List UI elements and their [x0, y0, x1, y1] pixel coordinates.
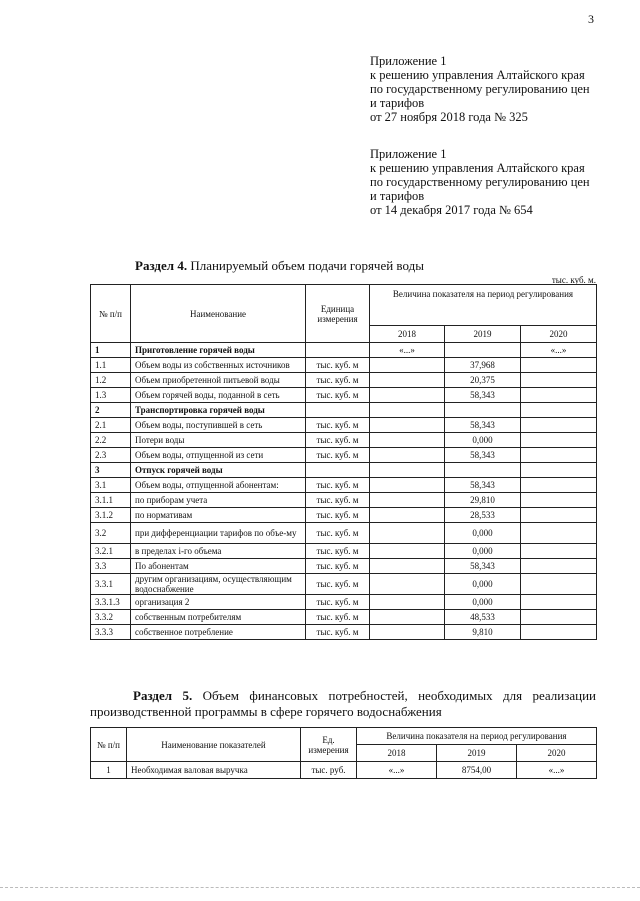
row-name: по приборам учета — [131, 493, 306, 508]
row-number: 1 — [91, 343, 131, 358]
row-value-2018 — [370, 595, 445, 610]
header-year: 2020 — [521, 326, 597, 343]
row-value-2020 — [521, 544, 597, 559]
header-num: № п/п — [91, 285, 131, 343]
row-unit: тыс. куб. м — [306, 478, 370, 493]
appendix-line: Приложение 1 — [370, 147, 447, 161]
table-row — [91, 403, 597, 418]
section-5-label: Раздел 5. — [133, 688, 193, 703]
row-value-2020 — [521, 373, 597, 388]
row-value-2018 — [370, 373, 445, 388]
row-unit: тыс. куб. м — [306, 373, 370, 388]
row-name: Транспортировка горячей воды — [131, 403, 306, 418]
row-value-2019: 9,810 — [445, 625, 521, 640]
row-number: 2.3 — [91, 448, 131, 463]
row-value-2020: «...» — [521, 343, 597, 358]
row-value-2020 — [521, 403, 597, 418]
row-value-2020 — [521, 625, 597, 640]
row-value-2020 — [521, 523, 597, 544]
row-value-2019: 58,343 — [445, 448, 521, 463]
row-value-2020 — [521, 478, 597, 493]
appendix-line: Приложение 1 — [370, 54, 447, 68]
row-number: 1 — [91, 762, 127, 779]
row-unit — [306, 403, 370, 418]
row-unit: тыс. куб. м — [306, 388, 370, 403]
row-name: собственное потребление — [131, 625, 306, 640]
row-value-2020 — [521, 388, 597, 403]
table-row — [91, 463, 597, 478]
appendix-line: по государственному регулированию цен — [370, 175, 590, 189]
table-row — [91, 433, 597, 448]
header-year: 2018 — [357, 745, 437, 762]
row-unit: тыс. куб. м — [306, 595, 370, 610]
row-name: Объем приобретенной питьевой воды — [131, 373, 306, 388]
row-number: 2.2 — [91, 433, 131, 448]
row-name: Объем горячей воды, поданной в сеть — [131, 388, 306, 403]
table-row — [91, 544, 597, 559]
section-4-label: Раздел 4. — [135, 258, 188, 273]
header-num: № п/п — [91, 728, 127, 762]
header-year: 2019 — [437, 745, 517, 762]
header-name: Наименование — [131, 285, 306, 343]
row-number: 3 — [91, 463, 131, 478]
header-period: Величина показателя на период регулирования — [370, 285, 597, 326]
row-value-2018 — [370, 508, 445, 523]
row-value-2018 — [370, 625, 445, 640]
row-value-2018 — [370, 463, 445, 478]
row-name: другим организациям, осуществляющим водоснабжение — [131, 574, 306, 595]
row-number: 3.3.3 — [91, 625, 131, 640]
row-name: организация 2 — [131, 595, 306, 610]
header-unit: Единица измерения — [306, 285, 370, 343]
row-value-2020 — [521, 418, 597, 433]
section-5-table — [90, 727, 597, 779]
row-unit: тыс. куб. м — [306, 523, 370, 544]
row-value-2019: 20,375 — [445, 373, 521, 388]
appendix-line: от 27 ноября 2018 года № 325 — [370, 110, 528, 124]
row-value-2019: 58,343 — [445, 388, 521, 403]
row-name: по нормативам — [131, 508, 306, 523]
row-value-2018 — [370, 523, 445, 544]
appendix-block-original — [370, 147, 630, 217]
row-unit: тыс. куб. м — [306, 493, 370, 508]
table-row — [91, 343, 597, 358]
row-unit: тыс. куб. м — [306, 574, 370, 595]
row-number: 2 — [91, 403, 131, 418]
row-value-2018 — [370, 358, 445, 373]
page-bottom-divider — [0, 887, 640, 888]
row-unit: тыс. куб. м — [306, 508, 370, 523]
appendix-line: и тарифов — [370, 189, 425, 203]
row-unit: тыс. руб. — [301, 762, 357, 779]
row-number: 3.3.1 — [91, 574, 131, 595]
section-5-table-body — [91, 762, 597, 779]
table-row — [91, 595, 597, 610]
row-value-2019 — [445, 463, 521, 478]
row-value-2020 — [521, 595, 597, 610]
row-value-2020 — [521, 463, 597, 478]
row-name: Приготовление горячей воды — [131, 343, 306, 358]
table-row — [91, 508, 597, 523]
row-unit: тыс. куб. м — [306, 559, 370, 574]
header-name: Наименование показателей — [127, 728, 301, 762]
row-value-2020 — [521, 358, 597, 373]
appendix-line: от 14 декабря 2017 года № 654 — [370, 203, 533, 217]
row-number: 3.3.1.3 — [91, 595, 131, 610]
appendix-block-current — [370, 54, 630, 124]
row-value-2020 — [521, 493, 597, 508]
row-value-2018 — [370, 610, 445, 625]
table-row — [91, 559, 597, 574]
units-note: тыс. куб. м. — [551, 275, 596, 285]
appendix-line: к решению управления Алтайского края — [370, 68, 585, 82]
section-5-title — [90, 688, 596, 720]
table-row — [91, 478, 597, 493]
row-unit: тыс. куб. м — [306, 433, 370, 448]
row-name: при дифференциации тарифов по объе-му — [131, 523, 306, 544]
row-value-2019: 28,533 — [445, 508, 521, 523]
row-value-2019: 48,533 — [445, 610, 521, 625]
row-value-2019: 0,000 — [445, 523, 521, 544]
row-value-2019: 0,000 — [445, 433, 521, 448]
row-number: 3.1 — [91, 478, 131, 493]
row-value-2020 — [521, 508, 597, 523]
appendix-line: и тарифов — [370, 96, 425, 110]
row-name: собственным потребителям — [131, 610, 306, 625]
row-value-2018 — [370, 559, 445, 574]
appendix-line: к решению управления Алтайского края — [370, 161, 585, 175]
row-unit: тыс. куб. м — [306, 418, 370, 433]
table-row — [91, 373, 597, 388]
row-value-2020: «...» — [517, 762, 597, 779]
row-name: Объем воды, отпущенной абонентам: — [131, 478, 306, 493]
row-value-2018 — [370, 478, 445, 493]
row-value-2020 — [521, 610, 597, 625]
row-value-2019: 0,000 — [445, 544, 521, 559]
row-value-2018 — [370, 544, 445, 559]
section-4-heading: Планируемый объем подачи горячей воды — [187, 258, 424, 273]
header-year: 2020 — [517, 745, 597, 762]
header-unit: Ед. измерения — [301, 728, 357, 762]
section-4-table-body — [91, 343, 597, 640]
row-number: 1.2 — [91, 373, 131, 388]
row-value-2018 — [370, 418, 445, 433]
row-number: 3.3 — [91, 559, 131, 574]
row-unit: тыс. куб. м — [306, 544, 370, 559]
table-row — [91, 448, 597, 463]
header-year: 2018 — [370, 326, 445, 343]
section-5-heading: Объем финансовых потребностей, необходимых для реализации производственной программы в сфере горячего водоснабжения — [90, 688, 596, 719]
row-value-2019: 29,810 — [445, 493, 521, 508]
row-value-2019: 58,343 — [445, 418, 521, 433]
row-value-2018 — [370, 388, 445, 403]
row-number: 3.2.1 — [91, 544, 131, 559]
row-number: 1.3 — [91, 388, 131, 403]
row-unit: тыс. куб. м — [306, 610, 370, 625]
row-unit: тыс. куб. м — [306, 448, 370, 463]
row-name: Объем воды, поступившей в сеть — [131, 418, 306, 433]
row-value-2019: 0,000 — [445, 574, 521, 595]
table-row — [91, 762, 597, 779]
row-value-2020 — [521, 559, 597, 574]
row-name: Отпуск горячей воды — [131, 463, 306, 478]
row-name: в пределах i-го объема — [131, 544, 306, 559]
row-name: Потери воды — [131, 433, 306, 448]
row-number: 2.1 — [91, 418, 131, 433]
row-value-2019: 8754,00 — [437, 762, 517, 779]
row-value-2019: 0,000 — [445, 595, 521, 610]
header-period: Величина показателя на период регулирования — [357, 728, 597, 745]
row-name: Объем воды, отпущенной из сети — [131, 448, 306, 463]
table-row — [91, 523, 597, 544]
row-value-2018 — [370, 433, 445, 448]
row-unit: тыс. куб. м — [306, 358, 370, 373]
row-value-2018 — [370, 574, 445, 595]
row-unit: тыс. куб. м — [306, 625, 370, 640]
row-value-2019: 58,343 — [445, 559, 521, 574]
row-value-2018 — [370, 448, 445, 463]
row-number: 1.1 — [91, 358, 131, 373]
appendix-line: по государственному регулированию цен — [370, 82, 590, 96]
row-value-2018 — [370, 493, 445, 508]
section-4-table — [90, 284, 597, 640]
row-value-2019: 37,968 — [445, 358, 521, 373]
table-row — [91, 610, 597, 625]
row-value-2020 — [521, 574, 597, 595]
table-row — [91, 493, 597, 508]
row-value-2020 — [521, 433, 597, 448]
row-value-2018: «...» — [357, 762, 437, 779]
row-unit — [306, 343, 370, 358]
table-row — [91, 388, 597, 403]
row-number: 3.3.2 — [91, 610, 131, 625]
row-value-2020 — [521, 448, 597, 463]
section-4-title — [135, 258, 424, 274]
row-number: 3.1.1 — [91, 493, 131, 508]
row-value-2019 — [445, 403, 521, 418]
row-value-2019 — [445, 343, 521, 358]
header-year: 2019 — [445, 326, 521, 343]
row-name: Необходимая валовая выручка — [127, 762, 301, 779]
row-number: 3.1.2 — [91, 508, 131, 523]
table-row — [91, 574, 597, 595]
row-name: Объем воды из собственных источников — [131, 358, 306, 373]
table-row — [91, 358, 597, 373]
row-number: 3.2 — [91, 523, 131, 544]
table-row — [91, 625, 597, 640]
row-unit — [306, 463, 370, 478]
row-name: По абонентам — [131, 559, 306, 574]
page-number: 3 — [588, 12, 594, 26]
row-value-2018 — [370, 403, 445, 418]
row-value-2019: 58,343 — [445, 478, 521, 493]
table-row — [91, 418, 597, 433]
row-value-2018: «...» — [370, 343, 445, 358]
